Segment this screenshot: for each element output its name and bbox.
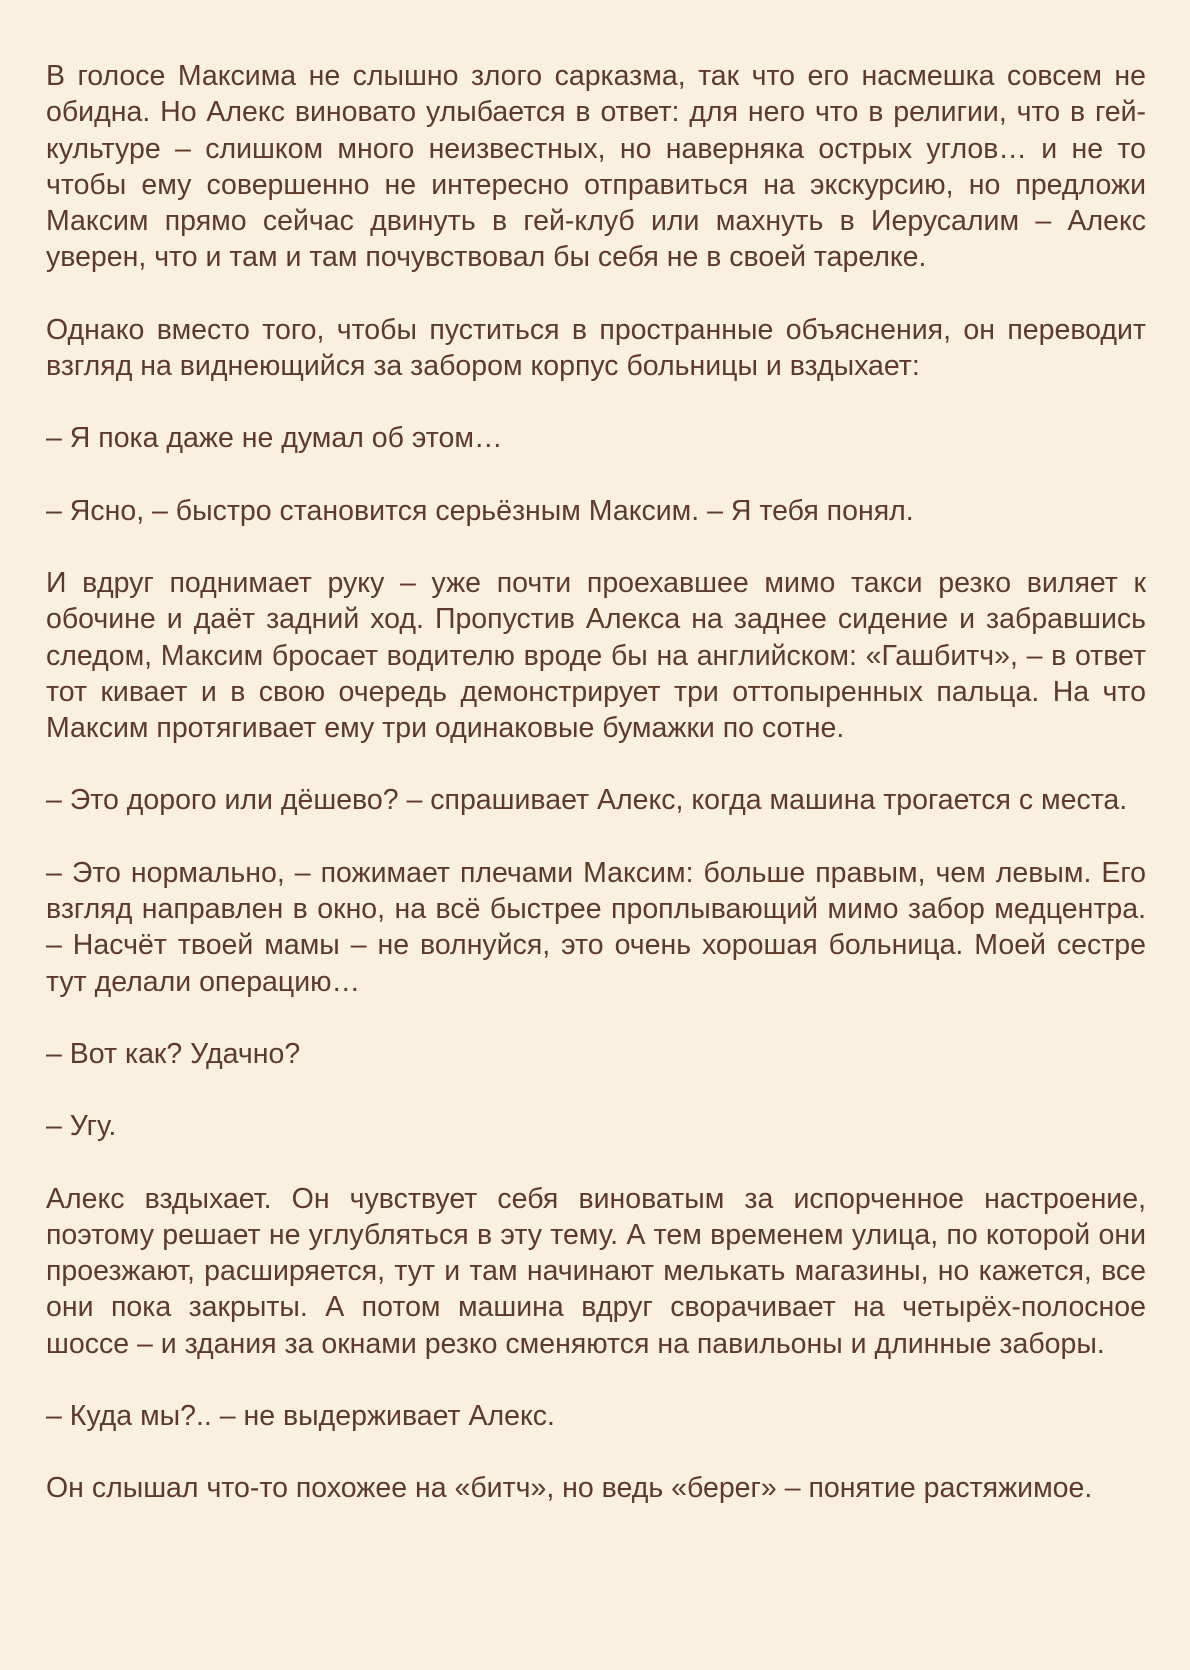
paragraph-4: – Ясно, – быстро становится серьёзным Максим. – Я тебя понял. — [46, 494, 914, 527]
paragraph-5: И вдруг поднимает руку – уже почти проехавшее мимо такси резко виляет к обочине и даёт задний ход. Пропустив Алекса на заднее сидение и забравшись следом, Максим бросает водителю вроде бы на английском: «Гашбитч», – в ответ тот кивает и в свою очередь демонстрирует три оттопыренных пальца. На что Максим протягивает ему три одинаковые бумажки по сотне. — [46, 566, 1146, 745]
paragraph-3: – Я пока даже не думал об этом… — [46, 422, 503, 455]
paragraph-6: – Это дорого или дёшево? – спрашивает Алекс, когда машина трогается с места. — [46, 784, 1128, 817]
paragraph-11: – Куда мы?.. – не выдерживает Алекс. — [46, 1400, 555, 1433]
document-body — [46, 58, 1146, 1507]
paragraph-12: Он слышал что-то похожее на «битч», но ведь «берег» – понятие растяжимое. — [46, 1472, 1093, 1505]
paragraph-10: Алекс вздыхает. Он чувствует себя виноватым за испорченное настроение, поэтому решает не углубляться в эту тему. А тем временем улица, по которой они проезжают, расширяется, тут и там начинают мелькать магазины, но кажется, все они пока закрыты. А потом машина вдруг сворачивает на четырёх-полосное шоссе – и здания за окнами резко сменяются на павильоны и длинные заборы. — [46, 1182, 1146, 1360]
paragraph-1: В голосе Максима не слышно злого сарказма, так что его насмешка совсем не обидна. Но Алекс виновато улыбается в ответ: для него что в религии, что в гей-культуре – слишком много неизвестных, но наверняка острых углов… и не то чтобы ему совершенно не интересно отправиться на экскурсию, но предложи Максим прямо сейчас двинуть в гей-клуб или махнуть в Иерусалим – Алекс уверен, что и там и там почувствовал бы себя не в своей тарелке. — [46, 60, 1146, 274]
paragraph-8: – Вот как? Удачно? — [46, 1037, 301, 1070]
paragraph-9: – Угу. — [46, 1110, 117, 1143]
paragraph-7: – Это нормально, – пожимает плечами Максим: больше правым, чем левым. Его взгляд направлен в окно, на всё быстрее проплывающий мимо забор медцентра. – Насчёт твоей мамы – не волнуйся, это очень хорошая больница. Моей сестре тут делали операцию… — [46, 856, 1146, 998]
paragraph-2: Однако вместо того, чтобы пуститься в пространные объяснения, он переводит взгляд на виднеющийся за забором корпус больницы и вздыхает: — [46, 313, 1146, 383]
